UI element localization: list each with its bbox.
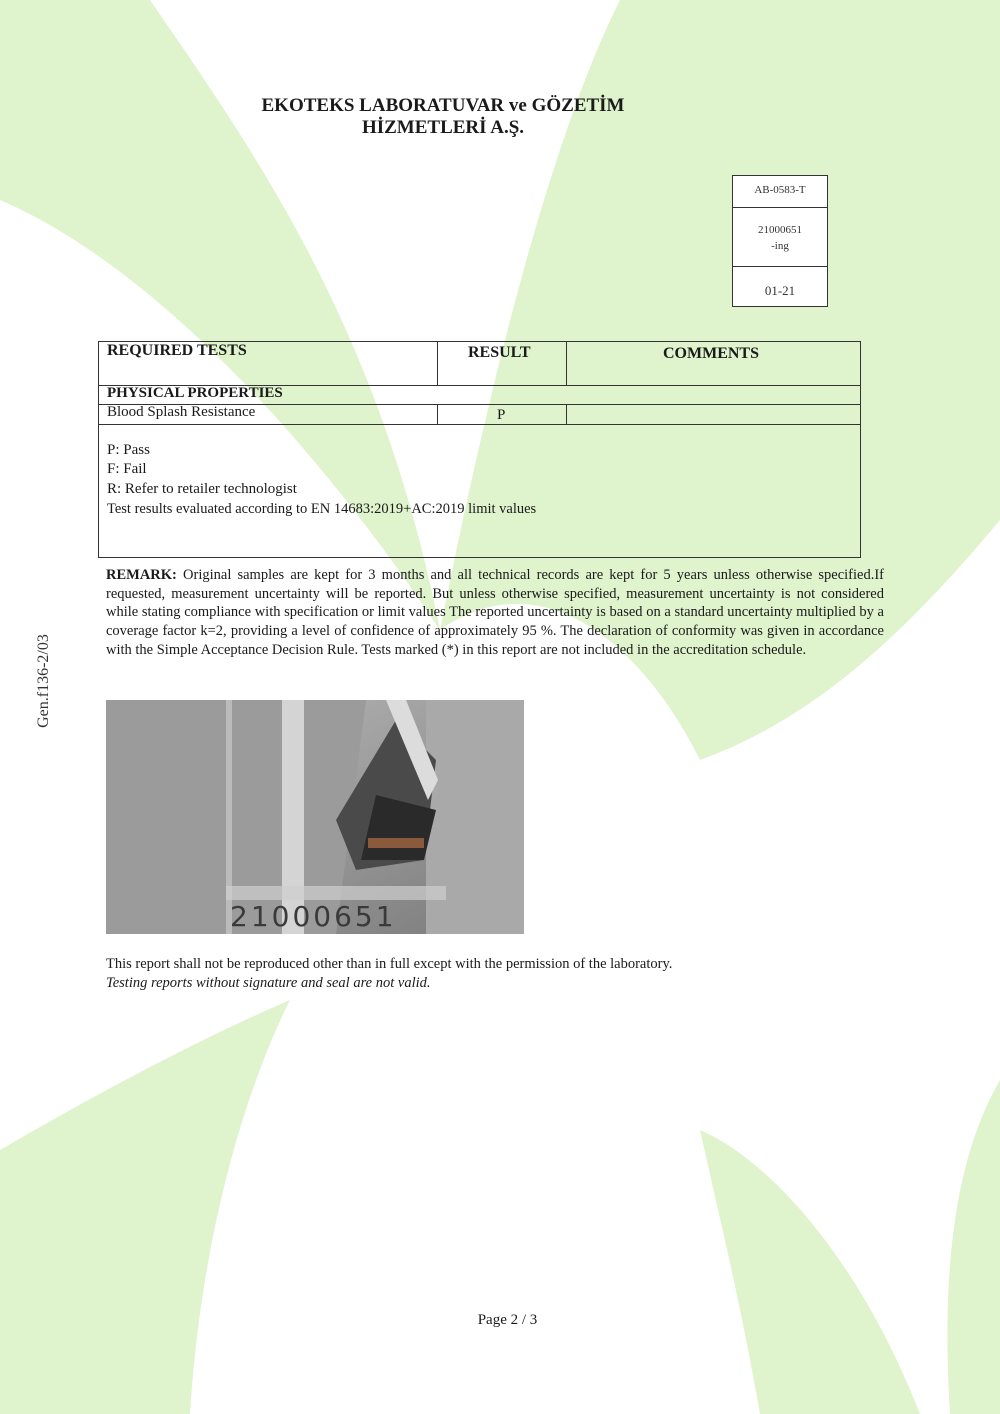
table-border [437,341,438,385]
table-border [566,404,567,425]
table-border [98,341,99,558]
lab-name-line1: EKOTEKS LABORATUVAR ve GÖZETİM [261,95,625,116]
lab-name-line2: HİZMETLERİ A.Ş. [361,117,525,138]
form-code-label: Gen.f136-2/03 [35,634,52,728]
page-number: Page 2 / 3 [477,1312,538,1328]
table-border [437,404,438,425]
sample-photo-image [106,700,524,934]
sample-photo [106,700,524,934]
report-code: AB-0583-T [754,184,806,196]
table-border [98,424,861,425]
table-border [566,341,567,385]
divider [733,207,827,208]
remark-paragraph [106,566,884,660]
legend-fail: F: Fail [107,461,147,477]
report-number-suffix: -ing [771,240,789,252]
legend-refer: R: Refer to retailer technologist [107,481,297,497]
table-border [860,341,861,558]
section-physical-properties: PHYSICAL PROPERTIES [107,385,283,401]
revision-code: 01-21 [764,283,796,298]
table-border [98,557,861,558]
header-result: RESULT [468,344,531,361]
reproduction-notice: This report shall not be reproduced other than in full except with the permission of the laboratory. [106,956,673,972]
divider [733,266,827,267]
sample-number-label: 21000651 [230,900,397,933]
remark-text: Original samples are kept for 3 months and all technical records are kept for 5 years unless otherwise specified.If requested, measurement uncertainty will be reported. But unless otherwise specified, measurement uncertainty is not considered while stating compliance with specification or limit values The reported uncertainty is based on a standard uncertainty multiplied by a coverage factor k=2, providing a level of confidence of approximately 95 %. The declaration of conformity was given in accordance with the Simple Acceptance Decision Rule. Tests marked (*) in this report are not included in the accreditation schedule. [106,567,884,658]
legend-standard: Test results evaluated according to EN 14683:2019+AC:2019 limit values [107,501,537,517]
test-result: P [497,407,506,423]
legend-pass: P: Pass [107,442,150,458]
header-required-tests: REQUIRED TESTS [107,342,247,359]
signature-notice: Testing reports without signature and seal are not valid. [106,975,431,991]
remark-label: REMARK: [106,567,177,583]
report-number: 21000651 [758,224,802,236]
test-name: Blood Splash Resistance [107,404,256,420]
header-comments: COMMENTS [663,345,759,362]
report-code-box [732,175,828,307]
